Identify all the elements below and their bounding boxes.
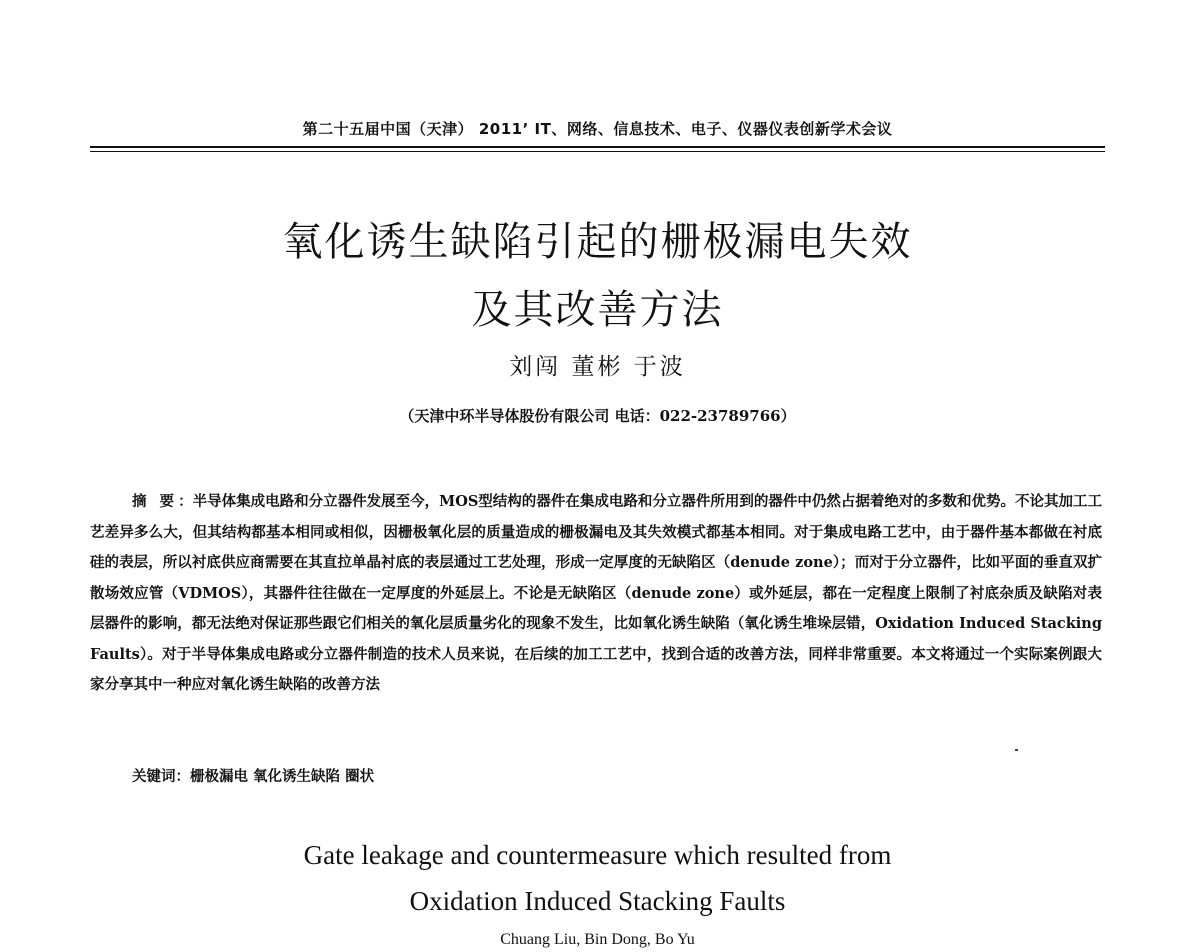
scan-speck — [1015, 749, 1018, 751]
keywords: 关键词：栅极漏电 氧化诱生缺陷 圈状 — [132, 768, 375, 785]
header-rule-thick — [90, 146, 1105, 148]
abstract-text: ：半导体集成电路和分立器件发展至今，MOS型结构的器件在集成电路和分立器件所用到的器件中仍然占据着绝对的多数和优势。不论其加工工艺差异多么大，但其结构都基本相同或相似，因栅极氧化层的质量造成的栅极漏电及其失效模式都基本相同。对于集成电路工艺中，由于器件基本都做在衬底硅的表层，所以衬底供应商需要在其直拉单晶衬底的表层通过工艺处理，形成一定厚度的无缺陷区（denude zone）；而对于分立器件，比如平面的垂直双扩散场效应管（VDMOS），其器件往往做在一定厚度的外延层上。不论是无缺陷区（denude zone）或外延层，都在一定程度上限制了衬底杂质及缺陷对表层器件的影响，都无法绝对保证那些跟它们相关的氧化层质量劣化的现象不发生，比如氧化诱生缺陷（氧化诱生堆垛层错，Oxidation Induced Stacking Faults）。对于半导体集成电路或分立器件制造的技术人员来说，在后续的加工工艺中，找到合适的改善方法，同样非常重要。本文将通过一个实际案例跟大家分享其中一种应对氧化诱生缺陷的改善方法 — [90, 493, 1102, 693]
header-rule-thin — [90, 151, 1105, 152]
abstract — [90, 487, 1102, 701]
title-en-line1: Gate leakage and countermeasure which resulted from — [303, 840, 892, 870]
authors-en: Chuang Liu, Bin Dong, Bo Yu — [500, 931, 695, 948]
conference-header: 第二十五届中国（天津） 2011’ IT、网络、信息技术、电子、仪器仪表创新学术会议 — [302, 120, 893, 138]
title-zh-line2: 及其改善方法 — [471, 287, 724, 333]
title-zh-line1: 氧化诱生缺陷引起的栅极漏电失效 — [282, 219, 913, 265]
title-en-line2: Oxidation Induced Stacking Faults — [409, 886, 786, 916]
affiliation: （天津中环半导体股份有限公司 电话：022-23789766） — [399, 407, 796, 425]
authors-zh: 刘闯 董彬 于波 — [509, 354, 686, 380]
abstract-label: 摘 要 — [132, 493, 179, 510]
